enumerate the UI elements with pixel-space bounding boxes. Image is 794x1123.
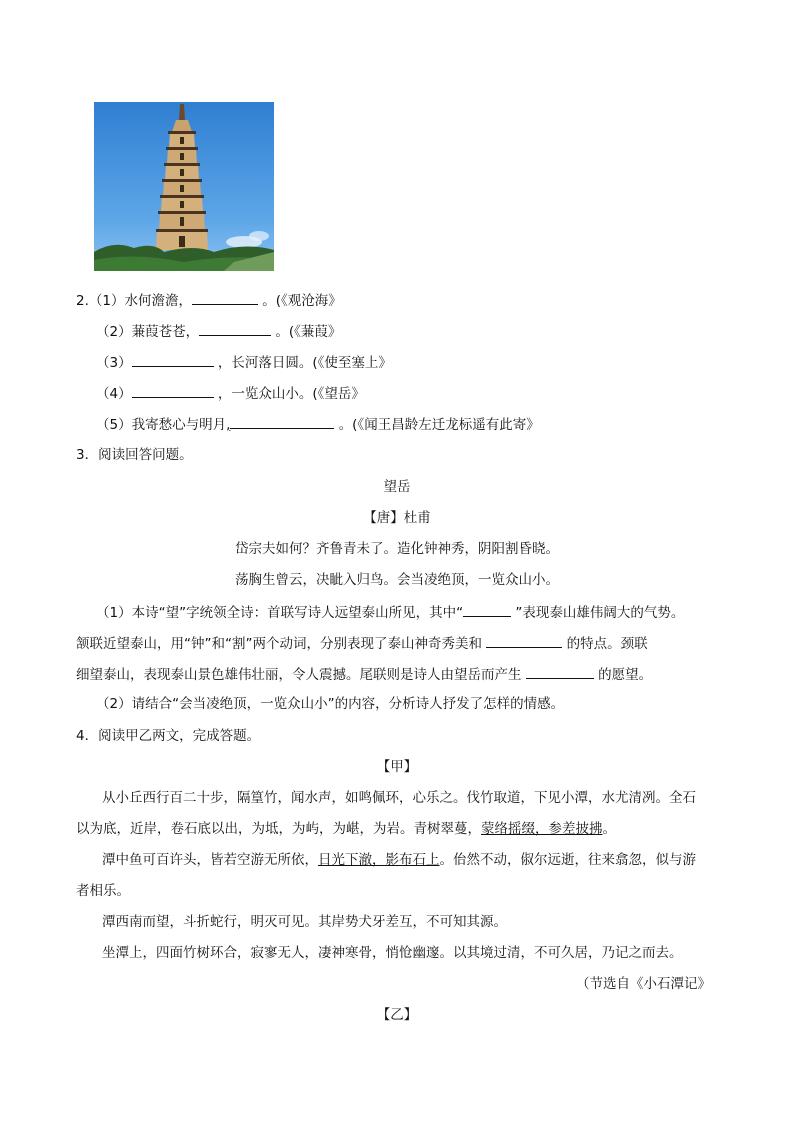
jia-para-2-text: 潭中鱼可百许头，皆若空游无所依， <box>102 852 318 868</box>
answer-blank[interactable] <box>230 414 334 429</box>
pagoda-photo <box>94 102 274 271</box>
q2-line-2-source: 。(《蒹葭》 <box>275 324 342 340</box>
q3-sub1-line-2 <box>76 633 648 653</box>
text-yi-heading: 【乙】 <box>376 1007 418 1023</box>
jia-para-3: 潭西南而望，斗折蛇行，明灭可见。其岸势犬牙差互，不可知其源。 <box>102 914 507 930</box>
q2-line-5-text: （5）我寄愁心与明月 <box>96 417 227 433</box>
q3-sub1-text-c: 颔联近望泰山，用“钟”和“割”两个动词，分别表现了泰山神奇秀美和 <box>76 636 482 652</box>
q2-line-2-text: （2）蒹葭苍苍， <box>96 324 200 340</box>
q2-line-5 <box>96 414 540 434</box>
q2-line-1-text: 2.（1）水何澹澹， <box>76 293 192 309</box>
q2-line-1-source: 。(《观沧海》 <box>262 293 342 309</box>
jia-para-4: 坐潭上，四面竹树环合，寂寥无人，凄神寒骨，悄怆幽邃。以其境过清，不可久居，乃记之而去。 <box>102 945 683 961</box>
answer-blank[interactable] <box>199 321 271 336</box>
jia-para-2-line-1 <box>102 851 696 869</box>
q2-line-3-label: （3） <box>96 355 132 371</box>
answer-blank[interactable] <box>132 352 214 367</box>
jia-para-1-end: 。 <box>602 821 616 837</box>
answer-blank[interactable] <box>192 290 258 305</box>
q3-sub1-line-3 <box>76 664 652 684</box>
q2-line-3-text: ，长河落日圆。(《使至塞上》 <box>217 355 392 371</box>
answer-blank[interactable] <box>486 633 562 648</box>
underlined-phrase: 日光下澈，影布石上 <box>318 852 440 868</box>
jia-para-1-line-2 <box>76 820 616 838</box>
q4-intro: 4．阅读甲乙两文，完成答题。 <box>76 728 261 744</box>
jia-para-1-text: 以为底，近岸，卷石底以出，为坻，为屿，为嵁，为岩。青树翠蔓， <box>76 821 481 837</box>
answer-blank[interactable] <box>526 664 594 679</box>
q2-line-5-comma: , <box>226 417 231 433</box>
q2-line-1 <box>76 290 342 310</box>
q3-sub1-line-1 <box>96 602 684 622</box>
poem-title: 望岳 <box>383 479 411 495</box>
q2-line-4-label: （4） <box>96 386 132 402</box>
jia-para-2-text-b: 。佁然不动，俶尔远逝，往来翕忽，似与游 <box>439 852 696 868</box>
poem-verse-1: 岱宗夫如何？齐鲁青未了。造化钟神秀，阴阳割昏晓。 <box>235 541 559 557</box>
answer-blank[interactable] <box>463 602 511 617</box>
text-jia-heading: 【甲】 <box>376 759 418 775</box>
source-note: （节选自《小石潭记》 <box>576 976 711 992</box>
answer-blank[interactable] <box>132 383 214 398</box>
jia-para-2-line-2: 者相乐。 <box>76 883 130 899</box>
underlined-phrase: 蒙络摇缀，参差披拂 <box>481 821 603 837</box>
q3-sub1-text-f: 的愿望。 <box>598 667 653 683</box>
q3-intro: 3．阅读回答问题。 <box>76 447 193 463</box>
q3-sub1-text-d: 的特点。颈联 <box>566 636 648 652</box>
q3-sub1-text-a: （1）本诗“望”字统领全诗：首联写诗人远望泰山所见，其中“ <box>96 605 464 621</box>
q2-line-4-text: ，一览众山小。(《望岳》 <box>217 386 365 402</box>
q2-line-3 <box>96 352 392 372</box>
jia-para-1-line-1: 从小丘西行百二十步，隔篁竹，闻水声，如鸣佩环，心乐之。伐竹取道，下见小潭，水尤清冽。全石 <box>102 790 696 806</box>
q2-line-2 <box>96 321 341 341</box>
poem-verse-2: 荡胸生曾云，决眦入归鸟。会当凌绝顶，一览众山小。 <box>235 572 559 588</box>
q3-sub1-text-b: ”表现泰山雄伟阔大的气势。 <box>515 605 685 621</box>
poem-author: 【唐】杜甫 <box>363 510 431 526</box>
q3-sub1-text-e: 细望泰山，表现泰山景色雄伟壮丽，令人震撼。尾联则是诗人由望岳而产生 <box>76 667 522 683</box>
q3-sub2: （2）请结合“会当凌绝顶，一览众山小”的内容，分析诗人抒发了怎样的情感。 <box>96 696 565 712</box>
q2-line-4 <box>96 383 365 403</box>
q2-line-5-source: 。(《闻王昌龄左迁龙标遥有此寄》 <box>338 417 540 433</box>
